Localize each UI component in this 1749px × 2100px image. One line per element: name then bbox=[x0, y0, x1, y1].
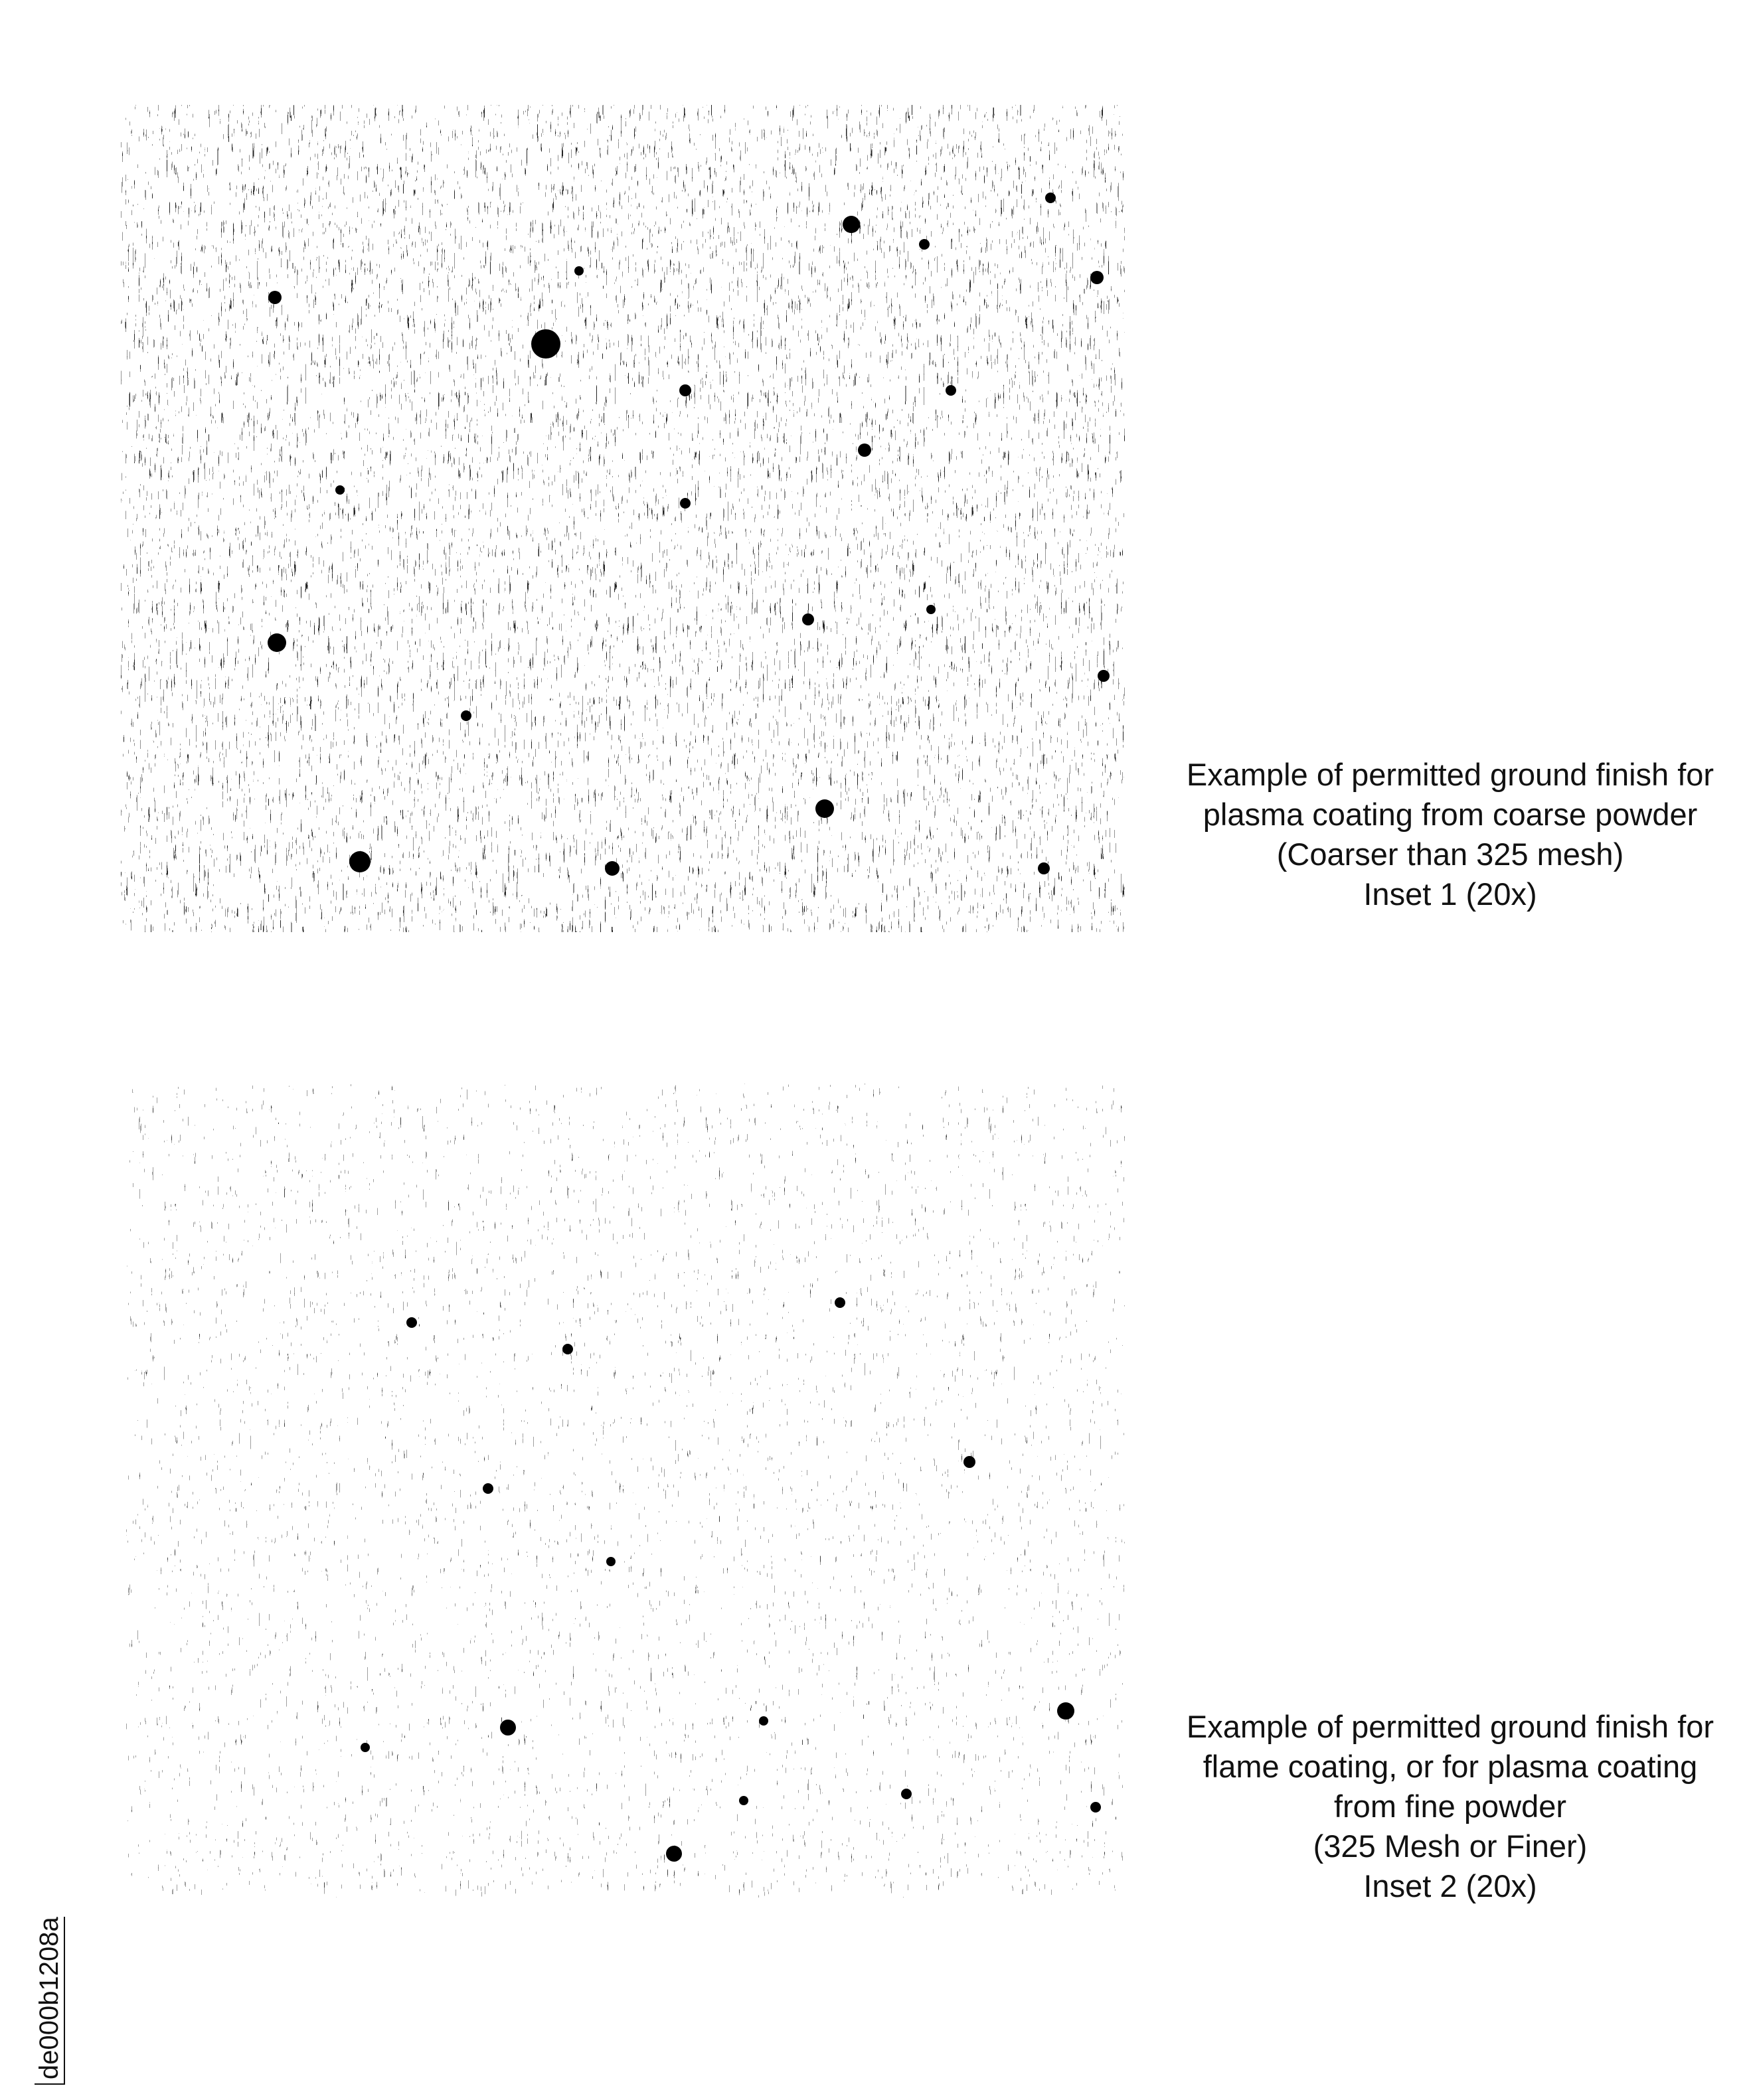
inset-2-caption-line-3: from fine powder bbox=[1333, 1789, 1567, 1824]
inset-2-caption-line-1: Example of permitted ground finish for bbox=[1186, 1709, 1714, 1744]
inset-2-micrograph bbox=[126, 1084, 1125, 1898]
inset-2-caption-line-2: flame coating, or for plasma coating bbox=[1203, 1749, 1698, 1784]
inset-1-texture bbox=[121, 105, 1125, 932]
inset-2-caption-line-5: Inset 2 (20x) bbox=[1363, 1868, 1537, 1903]
inset-1-caption-line-3: (Coarser than 325 mesh) bbox=[1276, 837, 1624, 872]
inset-2-caption bbox=[1158, 1707, 1742, 1906]
inset-2-caption-line-4: (325 Mesh or Finer) bbox=[1313, 1828, 1588, 1864]
inset-2-texture bbox=[126, 1084, 1125, 1898]
inset-1-micrograph bbox=[121, 105, 1125, 932]
inset-1-caption bbox=[1158, 755, 1742, 914]
figure-identifier: de000b1208a bbox=[35, 1917, 65, 2085]
inset-1-caption-line-4: Inset 1 (20x) bbox=[1363, 876, 1537, 912]
inset-1-caption-line-2: plasma coating from coarse powder bbox=[1203, 797, 1698, 832]
inset-1-caption-line-1: Example of permitted ground finish for bbox=[1186, 757, 1714, 792]
